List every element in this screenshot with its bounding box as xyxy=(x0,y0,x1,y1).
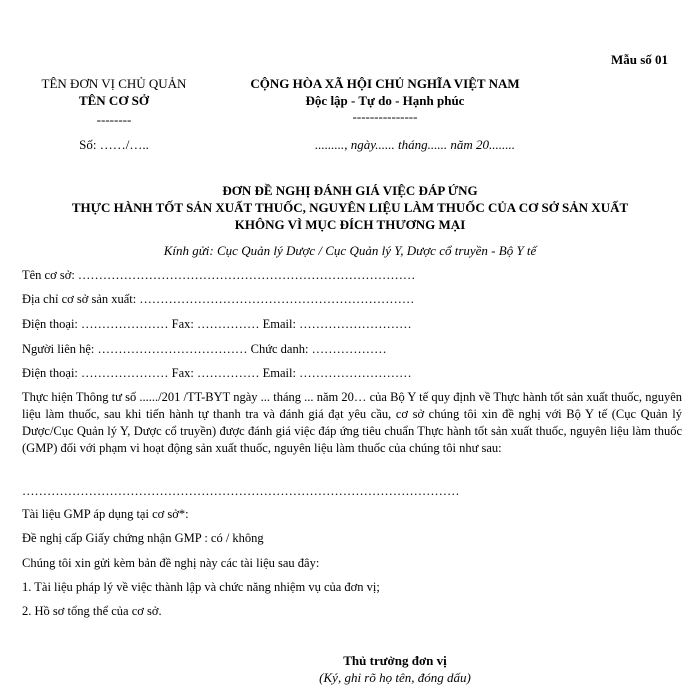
contact-person-field: Người liên hệ: ……………………………… Chức danh: ……………… xyxy=(22,342,387,356)
document-number: Số: ……/….. xyxy=(79,137,149,152)
attachments-intro: Chúng tôi xin gửi kèm bản đề nghị này các tài liệu sau đây: xyxy=(22,556,320,570)
address-field: Địa chỉ cơ sở sản xuất: ………………………………………………………… xyxy=(22,292,415,306)
place-date: ........., ngày...... tháng...... năm 20........ xyxy=(314,137,516,152)
facility-name-field: Tên cơ sở: ……………………………………………………………………… xyxy=(22,268,416,282)
attachment-item: 1. Tài liệu pháp lý về việc thành lập và chức năng nhiệm vụ của đơn vị; xyxy=(22,580,380,594)
agency-name: TÊN ĐƠN VỊ CHỦ QUẢN xyxy=(41,76,187,91)
contact-phone-fax-email-field: Điện thoại: ………………… Fax: …………… Email: ……………………… xyxy=(22,366,412,380)
header-left-rule: -------- xyxy=(96,112,132,127)
national-motto: Độc lập - Tự do - Hạnh phúc xyxy=(305,93,465,108)
form-number: Mẫu số 01 xyxy=(610,52,668,67)
title-line-3: KHÔNG VÌ MỤC ĐÍCH THƯƠNG MẠI xyxy=(234,217,466,232)
recipient: Kính gửi: Cục Quản lý Dược / Cục Quản lý Y, Dược cổ truyền - Bộ Y tế xyxy=(163,243,537,258)
gmp-documents: Tài liệu GMP áp dụng tại cơ sở*: xyxy=(22,507,189,521)
title-line-1: ĐƠN ĐỀ NGHỊ ĐÁNH GIÁ VIỆC ĐÁP ỨNG xyxy=(222,183,478,198)
phone-fax-email-field: Điện thoại: ………………… Fax: …………… Email: ……………………… xyxy=(22,317,412,331)
gmp-certificate-request: Đề nghị cấp Giấy chứng nhận GMP : có / không xyxy=(22,531,264,545)
signature-title: Thủ trưởng đơn vị xyxy=(343,653,447,668)
title-line-2: THỰC HÀNH TỐT SẢN XUẤT THUỐC, NGUYÊN LIỆU LÀM THUỐC CỦA CƠ SỞ SẢN XUẤT xyxy=(71,200,629,215)
body-paragraph: Thực hiện Thông tư số ....../201 /TT-BYT ngày ... tháng ... năm 20… của Bộ Y tế quy định về Thực hành tốt sản xuất thuốc, nguyên liệu làm thuốc, sau khi tiến hành tự thanh tra và đánh giá đạt yêu cầu, cơ sở chúng tôi xin đề nghị với Bộ Y tế (Cục Quản lý Dược/Cục Quản lý Y, Dược cổ truyền) được đánh giá việc đáp ứng tiêu chuẩn Thực hành tốt sản xuất thuốc, nguyên liệu làm thuốc (GMP) đối với phạm vi hoạt động sản xuất thuốc, nguyên liệu làm thuốc của chúng tôi như sau: xyxy=(22,390,682,455)
scope-dotted-line: …………………………………………………………………………………………… xyxy=(22,484,460,498)
signature-note: (Ký, ghi rõ họ tên, đóng dấu) xyxy=(319,670,471,685)
facility-name: TÊN CƠ SỞ xyxy=(78,93,150,108)
header-right-rule: --------------- xyxy=(352,109,418,124)
nation-name: CỘNG HÒA XÃ HỘI CHỦ NGHĨA VIỆT NAM xyxy=(250,76,520,91)
attachment-item: 2. Hồ sơ tổng thể của cơ sở. xyxy=(22,604,162,618)
